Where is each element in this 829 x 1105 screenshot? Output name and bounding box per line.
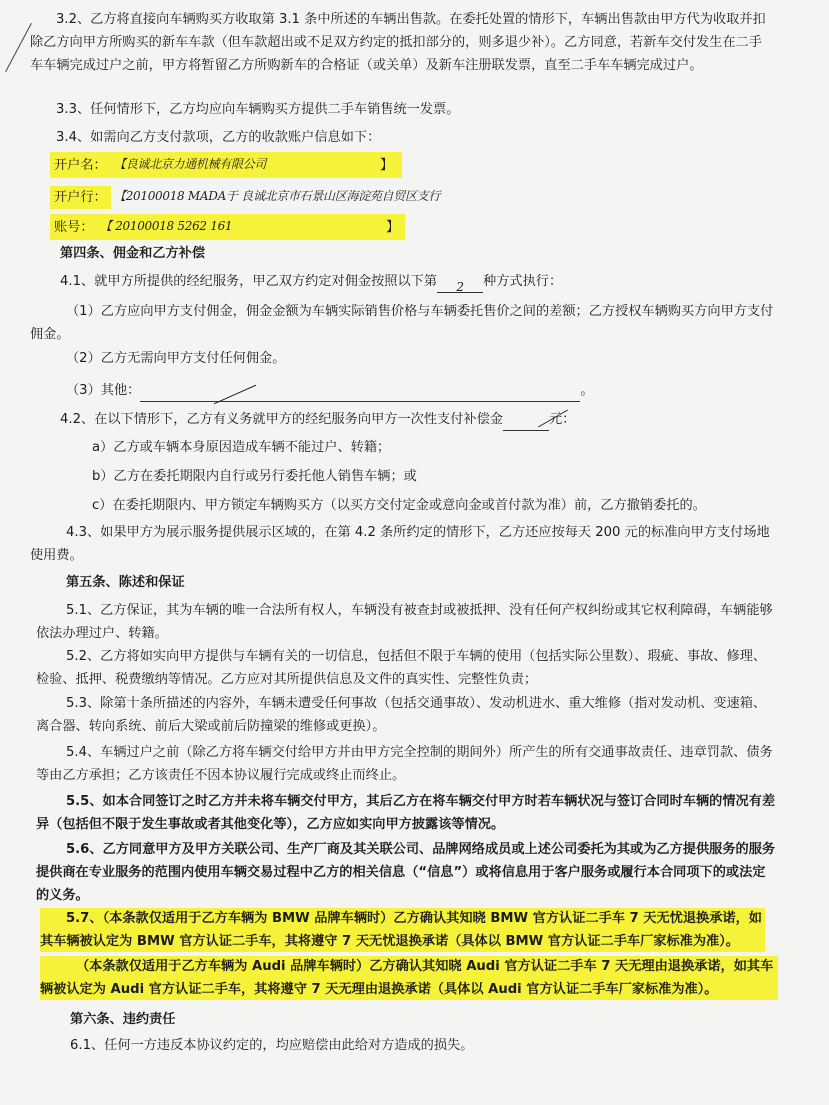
compensation-amount-blank — [503, 414, 549, 431]
account-bank-value: 【20100018 MADA于 良诚北京市石景山区海淀苑自贸区支行 — [114, 189, 441, 203]
clause-5-2: 5.2、乙方将如实向甲方提供与车辆有关的一切信息，包括但不限于车辆的使用（包括实际公里数）、瑕疵、事故、修理、检验、抵押、税费缴纳等情况。乙方应对其所提供信息及文件的真实性、完整性负责； — [36, 649, 767, 687]
account-name-row — [50, 152, 402, 178]
clause-5-1: 5.1、乙方保证，其为车辆的唯一合法所有权人，车辆没有被查封或被抵押、没有任何产权纠纷或其它权利障碍，车辆能够依法办理过户、转籍。 — [36, 603, 773, 641]
option-3 — [66, 379, 594, 402]
clause-3-3: 3.3、任何情形下，乙方均应向车辆购买方提供二手车销售统一发票。 — [56, 102, 460, 117]
account-name-label: 开户名： — [54, 158, 107, 173]
commission-choice-value: 2 — [456, 280, 464, 294]
clause-6-1: 6.1、任何一方违反本协议约定的，均应赔偿由此给对方造成的损失。 — [70, 1038, 474, 1053]
clause-5-7-bmw: 5.7、（本条款仅适用于乙方车辆为 BMW 品牌车辆时）乙方确认其知晓 BMW 官方认证二手车 7 天无忧退换承诺，如其车辆被认定为 BMW 官方认证二手车，其将遵守 7 天无忧退换承诺（具体以 BMW 官方认证二手车厂家标准为准）。 — [40, 911, 762, 949]
clause-5-5: 5.5、如本合同签订之时乙方并未将车辆交付甲方，其后乙方在将车辆交付甲方时若车辆状况与签订合同时车辆的情况有差异（包括但不限于发生事故或者其他变化等），乙方应如实向甲方披露该等情况。 — [36, 794, 776, 832]
clause-5-6: 5.6、乙方同意甲方及甲方关联公司、生产厂商及其关联公司、品牌网络成员或上述公司委托为其或为乙方提供服务的服务提供商在专业服务的范围内使用车辆交易过程中乙方的相关信息（“信息”）或将信息用于客户服务或履行本合同项下的或法定的义务。 — [36, 842, 776, 903]
clause-3-4: 3.4、如需向乙方支付款项，乙方的收款账户信息如下： — [56, 130, 381, 145]
clause-4-1 — [60, 270, 780, 293]
option-3-end: 。 — [580, 383, 594, 398]
account-name-value: 【良诚北京力通机械有限公司 — [114, 157, 267, 171]
clause-5-7-audi: （本条款仅适用于乙方车辆为 Audi 品牌车辆时）乙方确认其知晓 Audi 官方认证二手车 7 天无理由退换承诺，如其车辆被认定为 Audi 官方认证二手车，其将遵守 7 天无理由退换承诺（具体以 Audi 官方认证二手车厂家标准为准）。 — [40, 959, 774, 997]
clause-4-1-suffix: 种方式执行： — [483, 274, 563, 289]
clause-4-2-text: 4.2、在以下情形下，乙方有义务就甲方的经纪服务向甲方一次性支付补偿金 — [60, 412, 503, 427]
option-1: （1）乙方应向甲方支付佣金，佣金金额为车辆实际销售价格与车辆委托售价之间的差额；乙方授权车辆购买方向甲方支付佣金。 — [30, 304, 774, 342]
account-bank-label: 开户行： — [50, 186, 111, 209]
clause-4-2-suffix: 元： — [548, 412, 576, 427]
section-4-title: 第四条、佣金和乙方补偿 — [60, 246, 206, 261]
account-bank-row — [50, 184, 468, 210]
clause-4-3: 4.3、如果甲方为展示服务提供展示区域的，在第 4.2 条所约定的情形下，乙方还应按每天 200 元的标准向甲方支付场地使用费。 — [30, 525, 770, 563]
option-3-blank — [140, 385, 580, 402]
account-number-value: 【 20100018 5262 161 — [100, 219, 233, 233]
account-number-row — [50, 214, 405, 240]
account-number-close: 】 — [386, 220, 400, 235]
account-number-label: 账号： — [54, 220, 94, 235]
clause-4-2 — [60, 408, 575, 431]
clause-5-3: 5.3、除第十条所描述的内容外，车辆未遭受任何事故（包括交通事故）、发动机进水、重大维修（指对发动机、变速箱、离合器、转向系统、前后大梁或前后防撞梁的维修或更换）。 — [36, 696, 767, 734]
margin-pen-mark — [5, 23, 32, 72]
section-6-title: 第六条、违约责任 — [70, 1012, 176, 1027]
option-3-label: （3）其他： — [66, 383, 141, 398]
item-c: c）在委托期限内、甲方锁定车辆购买方（以买方交付定金或意向金或首付款为准）前，乙方撤销委托的。 — [92, 498, 706, 513]
clause-4-1-text: 4.1、就甲方所提供的经纪服务，甲乙双方约定对佣金按照以下第 — [60, 274, 438, 289]
commission-choice-blank — [437, 276, 483, 293]
section-5-title: 第五条、陈述和保证 — [66, 575, 185, 590]
clause-5-4: 5.4、车辆过户之前（除乙方将车辆交付给甲方并由甲方完全控制的期间外）所产生的所有交通事故责任、违章罚款、债务等由乙方承担；乙方该责任不因本协议履行完成或终止而终止。 — [36, 745, 773, 783]
account-name-close: 】 — [380, 158, 394, 173]
option-2: （2）乙方无需向甲方支付任何佣金。 — [66, 351, 286, 366]
clause-3-2: 3.2、乙方将直接向车辆购买方收取第 3.1 条中所述的车辆出售款。在委托处置的情形下，车辆出售款由甲方代为收取并扣除乙方向甲方所购买的新车车款（但车款超出或不足双方约定的抵扣部分的，则多退少补）。乙方同意，若新车交付发生在二手车车辆完成过户之前，甲方将暂留乙方所购新车的合格证（或关单）及新车注册联发票，直至二手车车辆完成过户。 — [30, 12, 766, 73]
item-b: b）乙方在委托期限内自行或另行委托他人销售车辆；或 — [92, 469, 417, 484]
item-a: a）乙方或车辆本身原因造成车辆不能过户、转籍； — [92, 440, 391, 455]
